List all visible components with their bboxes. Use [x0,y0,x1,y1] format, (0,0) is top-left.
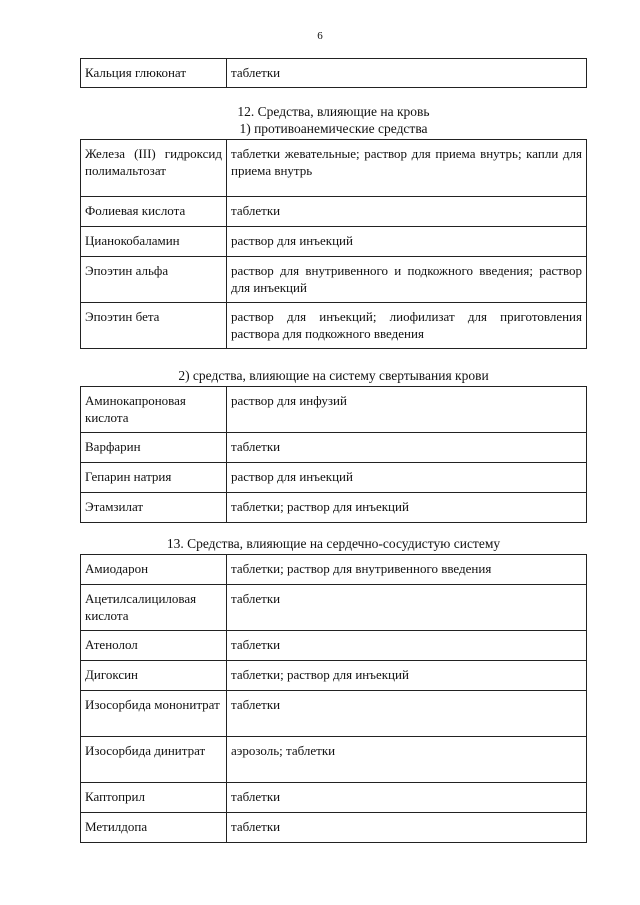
table-row [81,257,587,303]
drug-name: Этамзилат [81,493,227,523]
drug-table-coagulation [80,386,587,523]
drug-name: Цианокобаламин [81,227,227,257]
drug-form: раствор для инъекций [227,463,587,493]
drug-form: таблетки; раствор для внутривенного введения [227,555,587,585]
drug-name: Каптоприл [81,783,227,813]
drug-name: Эпоэтин бета [81,303,227,349]
drug-form: таблетки [227,813,587,843]
drug-name: Ацетилсалициловая кислота [81,585,227,631]
table-row [81,691,587,737]
table-row [81,783,587,813]
drug-name [81,140,227,197]
section-12-title: 12. Средства, влияющие на кровь [237,104,430,119]
drug-form: раствор для инъекций [227,227,587,257]
drug-name: Амиодарон [81,555,227,585]
section-13-title: 13. Средства, влияющие на сердечно-сосудистую систему [166,536,501,551]
table-row [81,555,587,585]
page-number: 6 [317,30,323,42]
drug-form: аэрозоль; таблетки [227,737,587,783]
drug-form: таблетки [227,59,587,88]
drug-name: Метилдопа [81,813,227,843]
drug-form: таблетки [227,691,587,737]
drug-name-text: Железа (III) гидроксид полимальтозат [85,146,222,178]
table-row [81,493,587,523]
section-12-subtitle-2: 2) средства, влияющие на систему свертывания крови [178,368,489,383]
drug-form: таблетки [227,197,587,227]
table-row [81,463,587,493]
drug-name: Аминокапроновая кислота [81,387,227,433]
drug-form: таблетки; раствор для инъекций [227,661,587,691]
table-row [81,737,587,783]
table-row [81,585,587,631]
drug-name: Фолиевая кислота [81,197,227,227]
drug-name: Атенолол [81,631,227,661]
table-row [81,387,587,433]
drug-name: Варфарин [81,433,227,463]
drug-name: Эпоэтин альфа [81,257,227,303]
table-row [81,661,587,691]
drug-form: раствор для инъекций; лиофилизат для приготовления раствора для подкожного введения [227,303,587,349]
section-12-subtitle-1: 1) противоанемические средства [239,121,428,136]
table-row [81,631,587,661]
drug-name: Изосорбида динитрат [81,737,227,783]
drug-name: Дигоксин [81,661,227,691]
drug-form: таблетки жевательные; раствор для приема внутрь; капли для приема внутрь [227,140,587,197]
drug-form: таблетки; раствор для инъекций [227,493,587,523]
drug-form: таблетки [227,783,587,813]
table-row [81,813,587,843]
drug-form: раствор для инфузий [227,387,587,433]
drug-form: таблетки [227,631,587,661]
drug-form: таблетки [227,585,587,631]
drug-table-antianemic [80,139,587,349]
table-row [81,227,587,257]
drug-name: Гепарин натрия [81,463,227,493]
table-row [81,303,587,349]
table-row [81,59,587,88]
drug-table-top [80,58,587,88]
drug-name: Изосорбида мононитрат [81,691,227,737]
table-row [81,197,587,227]
table-row [81,433,587,463]
drug-form: таблетки [227,433,587,463]
drug-name: Кальция глюконат [81,59,227,88]
table-row [81,140,587,197]
drug-form: раствор для внутривенного и подкожного введения; раствор для инъекций [227,257,587,303]
drug-table-cardio [80,554,587,843]
